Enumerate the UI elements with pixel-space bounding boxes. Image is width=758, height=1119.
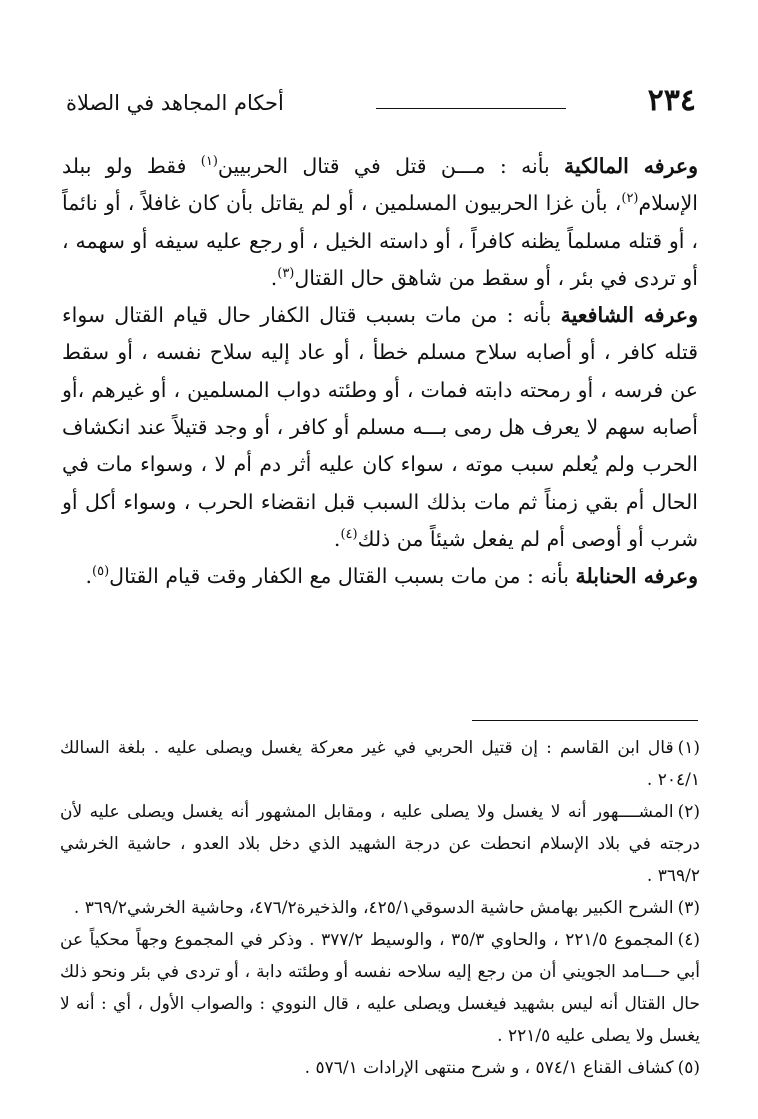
paragraph-maliki-text-b: فقط ولو ببلد الإسلام bbox=[62, 154, 698, 216]
paragraph-maliki-text-c: ، بأن غزا الحربيون المسلمين ، أو لم يقاتل بأن كان غافلاً ، أو نائماً ، أو قتله مسلماً يظنه كافراً ، أو داسته الخيل ، أو رجع عليه سيفه أو سهمه ، أو تردى في بئر ، أو سقط من شاهق حال القتال bbox=[62, 191, 698, 290]
footnote-4 bbox=[60, 924, 700, 1052]
footnote-number: (١) bbox=[677, 738, 700, 758]
footnotes bbox=[60, 732, 700, 1084]
paragraph-hanbali bbox=[62, 558, 698, 595]
paragraph-maliki-text-d: . bbox=[270, 265, 278, 290]
footnote-text: المجموع ٢٢١/٥ ، والحاوي ٣٥/٣ ، والوسيط ٣٧٧/٢ . وذكر في المجموع وجهاً محكياً عن أبي حـــامد الجويني أن من رجع إليه سلاحه نفسه أو وطئته دابة ، أو تردى في بئر ونحو ذلك حال القتال أنه ليس بشهيد فيغسل ويصلى عليه ، قال النووي : والصواب الأول ، أي : أنه لا يغسل ولا يصلى عليه ٢٢١/٥ . bbox=[60, 930, 700, 1046]
footnote-5 bbox=[60, 1052, 700, 1084]
page-number: ٢٣٤ bbox=[647, 83, 696, 118]
footnote-text: الشرح الكبير بهامش حاشية الدسوقي٤٢٥/١، والذخيرة٤٧٦/٢، وحاشية الخرشي٣٦٩/٢ . bbox=[73, 898, 674, 918]
running-title: أحكام المجاهد في الصلاة bbox=[66, 91, 284, 115]
footnote-text: كشاف القناع ٥٧٤/١ ، و شرح منتهى الإرادات ٥٧٦/١ . bbox=[304, 1058, 674, 1078]
footnote-ref-2[interactable]: (٢) bbox=[621, 191, 639, 207]
paragraph-hanbali-text-b: . bbox=[85, 564, 93, 589]
footnote-ref-3[interactable]: (٣) bbox=[277, 266, 295, 282]
main-text bbox=[62, 148, 698, 596]
paragraph-shafii-text-a: بأنه : من مات بسبب قتال الكفار حال قيام القتال سواء قتله كافر ، أو أصابه سلاح مسلم خطأ ، أو عاد إليه سلاح نفسه ، أو سقط عن فرسه ، أو رمحته دابته فمات ، أو وطئته دواب المسلمين ، أو غيرهم ،أو أصابه سهم لا يعرف هل رمى بـــه مسلم أو كافر ، أو وجد قتيلاً عند انكشاف الحرب ولم يُعلم سبب موته ، سواء كان عليه أثر دم أم لا ، وسواء مات في الحال أم بقي زمناً ثم مات بذلك السبب قبل انقضاء الحرب ، وسواء أكل أو شرب أو أوصى أم لم يفعل شيئاً من ذلك bbox=[62, 303, 698, 551]
paragraph-hanbali-text-a: بأنه : من مات بسبب القتال مع الكفار وقت قيام القتال bbox=[109, 564, 576, 589]
header-rule bbox=[376, 108, 566, 109]
term-shafii: وعرفه الشافعية bbox=[560, 303, 698, 328]
footnote-ref-4[interactable]: (٤) bbox=[340, 527, 358, 543]
footnote-number: (٢) bbox=[677, 802, 700, 822]
paragraph-shafii-text-b: . bbox=[333, 526, 341, 551]
paragraph-shafii bbox=[62, 297, 698, 558]
paragraph-maliki-text-a: بأنه : مـــن قتل في قتال الحربيين bbox=[217, 154, 565, 178]
footnote-1 bbox=[60, 732, 700, 796]
footnote-2 bbox=[60, 796, 700, 892]
term-hanbali: وعرفه الحنابلة bbox=[575, 564, 698, 589]
footnote-ref-5[interactable]: (٥) bbox=[92, 564, 110, 580]
footnote-text: المشــــهور أنه لا يغسل ولا يصلى عليه ، ومقابل المشهور أنه يغسل ويصلى عليه لأن درجته في بلاد الإسلام انحطت عن درجة الشهيد الذي دخل بلاد العدو ، حاشية الخرشي ٣٦٩/٢ . bbox=[60, 802, 700, 886]
footnote-number: (٥) bbox=[677, 1058, 700, 1078]
page-header bbox=[66, 84, 696, 124]
term-maliki: وعرفه المالكية bbox=[564, 154, 699, 178]
footnote-text: قال ابن القاسم : إن قتيل الحربي في غير معركة يغسل ويصلى عليه . بلغة السالك ٢٠٤/١ . bbox=[60, 738, 700, 790]
footnote-number: (٣) bbox=[677, 898, 700, 918]
footnote-ref-1[interactable]: (١) bbox=[200, 154, 218, 170]
footnote-3 bbox=[60, 892, 700, 924]
footnote-number: (٤) bbox=[677, 930, 700, 950]
footnote-separator bbox=[472, 720, 698, 721]
paragraph-maliki bbox=[62, 148, 698, 297]
